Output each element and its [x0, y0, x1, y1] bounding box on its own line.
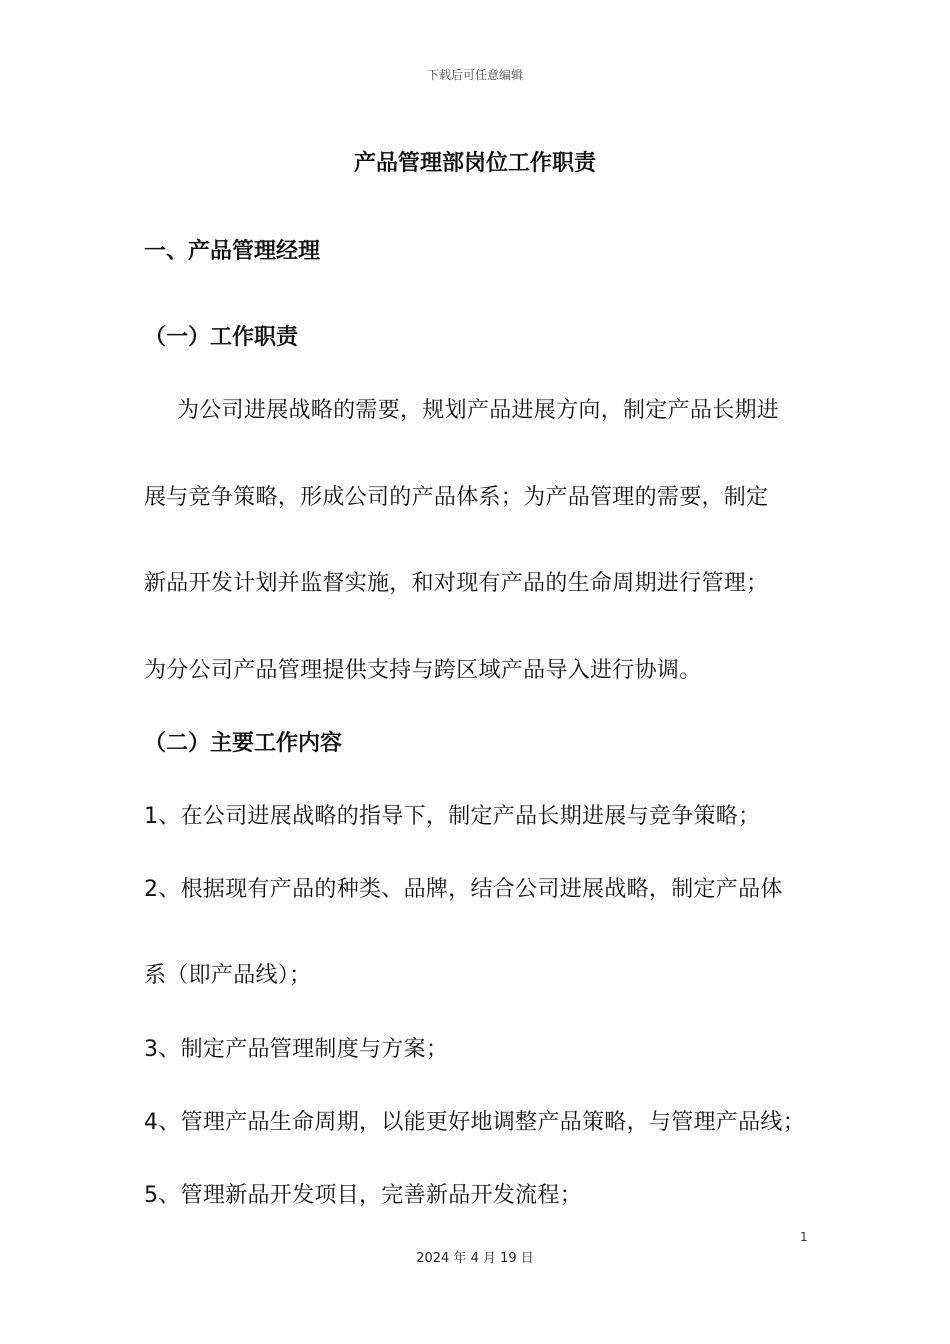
work-item-2: 2、根据现有产品的种类、品牌，结合公司进展战略，制定产品体: [144, 877, 783, 902]
work-item-2-continued: 系（即产品线）；: [144, 963, 312, 988]
work-item-4: 4、管理产品生命周期，以能更好地调整产品策略，与管理产品线；: [144, 1110, 805, 1135]
page-number: 1: [800, 1230, 808, 1244]
footer-date: 2024 年 4 月 19 日: [416, 1251, 534, 1266]
document-title: 产品管理部岗位工作职责: [353, 151, 596, 176]
work-item-1: 1、在公司进展战略的指导下，制定产品长期进展与竞争策略；: [144, 804, 761, 829]
duty-line-2: 展与竞争策略，形成公司的产品体系；为产品管理的需要，制定: [144, 485, 769, 510]
duty-line-1: 为公司进展战略的需要，规划产品进展方向，制定产品长期进: [177, 398, 780, 423]
work-item-5: 5、管理新品开发项目，完善新品开发流程；: [144, 1183, 582, 1208]
duty-line-4: 为分公司产品管理提供支持与跨区域产品导入进行协调。: [144, 658, 702, 683]
work-item-3: 3、制定产品管理制度与方案；: [144, 1037, 449, 1062]
subsection-heading-main-work: （二）主要工作内容: [144, 731, 343, 756]
header-note: 下载后可任意编辑: [426, 68, 523, 82]
duty-line-3: 新品开发计划并监督实施，和对现有产品的生命周期进行管理；: [144, 571, 769, 596]
subsection-heading-duties: （一）工作职责: [144, 325, 299, 350]
section-heading-product-manager: 一、产品管理经理: [144, 239, 321, 264]
